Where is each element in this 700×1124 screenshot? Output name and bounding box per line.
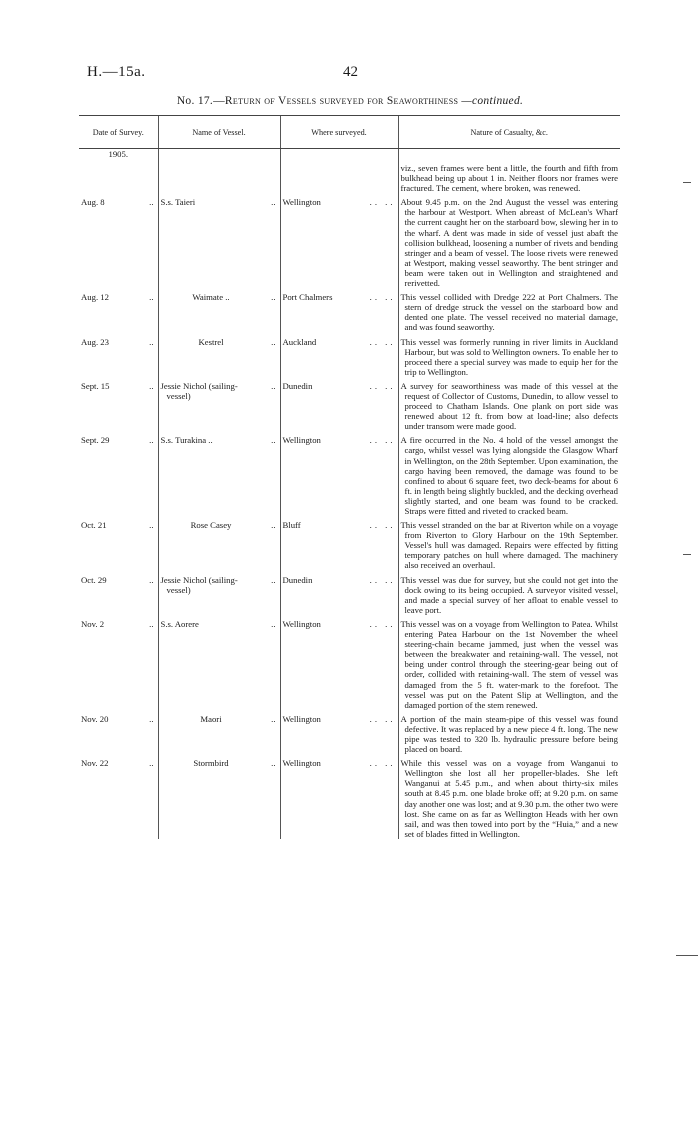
survey-date-text: Aug. 8 [81,197,105,208]
leader-dots: .. [149,197,154,208]
leader-dots: .. [271,713,276,724]
casualty-description [398,758,620,839]
casualty-text: While this vessel was on a voyage from Wanganui to Wellington she lost all her propeller-blades. She left Wanganui at 5.45 p.m., and when about thirty-six miles south at 8.45 p.m. one blade broke off; at 9.20 p.m. on same day another one was lost; and at 9.30 p.m. the other two were lost. She came on as far as Wellington Heads with her own sail, and was then towed into port by the “Huia,” and a new set of blades fitted in Wellington. [400,758,619,839]
survey-date [79,758,158,839]
survey-date-text: Aug. 12 [81,292,109,303]
vessel-name-text: S.s. Taieri [160,197,196,208]
page-header-reference: H.—15a. [87,64,146,80]
survey-date [79,292,158,332]
vessel-name-text: Waimate .. [192,292,230,303]
casualty-text: This vessel stranded on the bar at Riverton while on a voyage from Riverton to Glory Harbour on the 19th September. Vessel's hull was damaged. Repairs were effected by fitting temporary patches on hull where damaged. The machinery also received an overhaul. [400,520,618,571]
vessel-name [158,619,280,710]
survey-location-text: Auckland [282,336,317,347]
casualty-text: This vessel was on a voyage from Wellington to Patea. Whilst entering Patea Harbour on the 1st November the wheel steering-chain became jammed, just when the vessel was between the breakwater and retaining-wall. The vessel, not being under control through the steering-gear being out of order, collided with retaining-wall. The stem of vessel was damaged from the 5 ft. water-mark to the forefoot. The vessel was put on the Patent Slip at Wellington, and the damaged portion of the stem renewed. [400,618,618,710]
table-row [79,758,620,839]
leader-dots: .. [271,574,276,585]
title-number: No. 17.— [176,95,225,107]
margin-mark-3 [676,955,698,956]
leader-dots: .. [149,574,154,585]
vessel-name-text: Kestrel [198,336,224,347]
survey-location [280,337,398,377]
vessel-name-text: Jessie Nichol (sailing-vessel) [160,380,238,401]
leader-dots: .. [149,758,154,769]
leader-dots: .. [149,292,154,303]
table-title [0,95,700,107]
column-header-nature: Nature of Casualty, &c. [398,116,620,149]
year-label: 1905. [108,149,129,159]
leader-dots: .. .. [369,292,396,303]
leader-dots: .. [149,336,154,347]
vessel-name-text: Stormbird [193,758,229,769]
title-text: Return of Vessels surveyed for Seaworthiness [224,95,459,107]
leader-dots: .. .. [369,618,396,629]
casualty-description [398,337,620,377]
leader-dots: .. .. [369,713,396,724]
casualty-text: A fire occurred in the No. 4 hold of the vessel amongst the cargo, whilst vessel was lying alongside the Glasgow Wharf in Wellington, on the 28th September. Upon examination, the cargo having been removed, the damage was found to be confined to about 6 square feet, two deck-beams for about 6 ft. in length being slightly buckled, and the decking overhead slightly started, and one beam was found to be cracked. Straps were fitted and riveted to cracked beam. [400,435,618,516]
casualty-description [398,575,620,615]
vessel-name-text: S.s. Aorere [160,618,199,629]
survey-location [280,575,398,615]
survey-location-text: Wellington [282,618,321,629]
survey-date-text: Nov. 22 [81,758,109,769]
leader-dots: .. [271,336,276,347]
margin-mark-1 [683,182,691,183]
survey-date [79,575,158,615]
survey-date-text: Sept. 15 [81,380,110,391]
survey-location [280,758,398,839]
leader-dots: .. .. [369,197,396,208]
leader-dots: .. [271,618,276,629]
survey-date-text: Oct. 21 [81,520,107,531]
survey-location-text: Wellington [282,435,321,446]
vessel-name [158,520,280,570]
column-header-name: Name of Vessel. [158,116,280,149]
vessel-name-text: Maori [200,713,222,724]
casualty-text: This vessel was formerly running in river limits in Auckland Harbour, but was sold to Wellington owners. To enable her to proceed there a special survey was made to equip her for the trip to Wellington. [400,336,618,377]
survey-date [79,197,158,288]
table-row [79,292,620,332]
leader-dots: .. .. [369,520,396,531]
survey-location-text: Wellington [282,758,321,769]
leader-dots: .. [149,380,154,391]
casualty-description [398,292,620,332]
casualty-text: A survey for seaworthiness was made of this vessel at the request of Collector of Customs, Dunedin, to allow vessel to proceed to Chatham Islands. One plank on port side was renewed about 12 ft. from bow at load-line; also defects under transom were made good. [400,380,618,432]
casualty-text: This vessel collided with Dredge 222 at Port Chalmers. The stern of dredge struck the vessel on the starboard bow and dented one plate. The vessel received no material damage, and was found seaworthy. [400,292,618,333]
table-row [79,619,620,710]
table-row [79,337,620,377]
survey-location-text: Port Chalmers [282,292,333,303]
vessel-name [158,337,280,377]
table-row [79,381,620,431]
title-continued: —continued. [461,95,524,107]
survey-date-text: Oct. 29 [81,574,107,585]
casualty-description [398,714,620,754]
vessel-name [158,292,280,332]
leader-dots: .. .. [369,574,396,585]
survey-date [79,381,158,431]
vessel-name-text: Jessie Nichol (sailing-vessel) [160,574,238,595]
column-header-where: Where surveyed. [280,116,398,149]
survey-date [79,520,158,570]
table-row [79,575,620,615]
survey-location-text: Dunedin [282,380,313,391]
leader-dots: .. [271,380,276,391]
casualty-description [398,619,620,710]
vessel-name [158,435,280,516]
survey-date-text: Aug. 23 [81,336,109,347]
leader-dots: .. [271,520,276,531]
vessel-name-text: Rose Casey [190,520,232,531]
survey-location [280,520,398,570]
casualty-description [398,520,620,570]
leader-dots: .. .. [369,336,396,347]
table-row [79,435,620,516]
vessel-name [158,381,280,431]
leader-dots: .. [149,520,154,531]
survey-date-text: Nov. 20 [81,713,109,724]
survey-date-text: Nov. 2 [81,618,105,629]
survey-location-text: Bluff [282,520,301,531]
survey-location [280,714,398,754]
leader-dots: .. [149,435,154,446]
margin-mark-2 [683,554,691,555]
table-row [79,520,620,570]
leader-dots: .. [271,435,276,446]
casualty-description [398,197,620,288]
casualty-description [398,381,620,431]
survey-date [79,714,158,754]
page-number: 42 [343,64,358,80]
survey-location [280,435,398,516]
column-header-date: Date of Survey. [79,116,158,149]
continuation-text: viz., seven frames were bent a little, the fourth and fifth from bulkhead being up about 1 in. Neither floors nor frames were fractured. The cement, where broken, was renewed. [398,149,620,194]
survey-location-text: Dunedin [282,574,313,585]
leader-dots: .. .. [369,380,396,391]
vessel-name-text: S.s. Turakina .. [160,435,213,446]
table-header-row [79,116,620,149]
casualty-text: About 9.45 p.m. on the 2nd August the vessel was entering the harbour at Westport. When abreast of McLean's Wharf the current caught her on the starboard bow, slewing her in to the wharf. A dent was made in side of vessel just abaft the collision bulkhead, loosening a number of rivets and bending stringer and a beam of vessel. The loose rivets were renewed at Westport, making vessel seaworthy. The bent stringer and beam were taken out in Wellington and straightened and rerivetted. [400,197,618,289]
casualty-text: A portion of the main steam-pipe of this vessel was found defective. It was replaced by a new piece 4 ft. long. The new pipe was tested to 320 lb. hydraulic pressure before being placed on board. [400,713,618,755]
vessel-name [158,197,280,288]
survey-date-text: Sept. 29 [81,435,110,446]
casualty-description [398,435,620,516]
leader-dots: .. [271,197,276,208]
vessels-survey-table [79,115,620,839]
casualty-text: This vessel was due for survey, but she could not get into the dock owing to its being occupied. A surveyor visited vessel, and made a special survey of her afloat to enable vessel to leave port. [400,574,618,615]
survey-location [280,381,398,431]
vessel-name [158,758,280,839]
leader-dots: .. [271,758,276,769]
leader-dots: .. [271,292,276,303]
year-row [79,149,620,194]
survey-location [280,619,398,710]
vessel-name [158,575,280,615]
leader-dots: .. [149,618,154,629]
table-row [79,714,620,754]
vessel-name [158,714,280,754]
survey-location [280,197,398,288]
survey-location [280,292,398,332]
survey-location-text: Wellington [282,713,321,724]
leader-dots: .. [149,713,154,724]
survey-date [79,337,158,377]
survey-date [79,435,158,516]
leader-dots: .. .. [369,758,396,769]
table-row [79,197,620,288]
survey-date [79,619,158,710]
survey-location-text: Wellington [282,197,321,208]
leader-dots: .. .. [369,435,396,446]
